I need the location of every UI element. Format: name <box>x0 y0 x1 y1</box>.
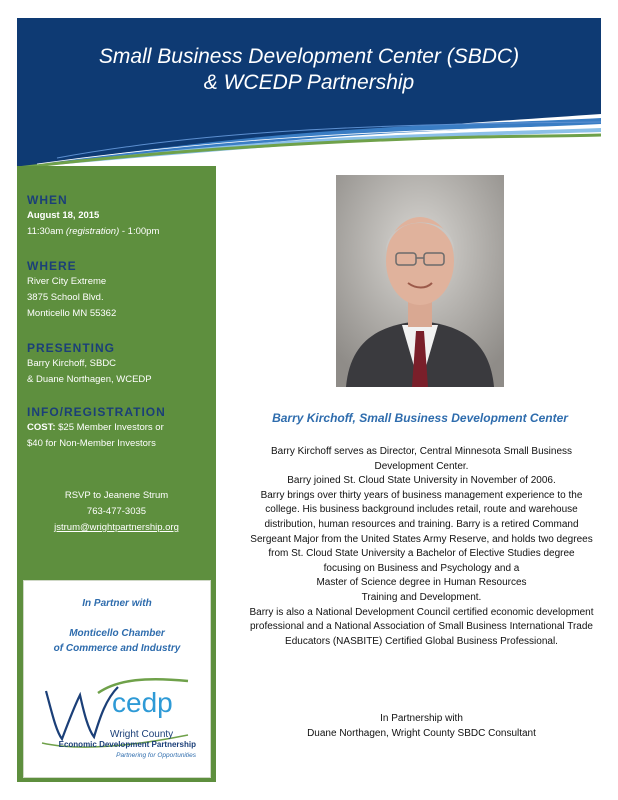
rsvp-block <box>17 488 216 536</box>
presenter-1: Barry Kirchoff, SBDC <box>27 358 117 369</box>
rsvp-email-link[interactable]: jstrum@wrightpartnership.org <box>54 522 179 533</box>
presenting-section <box>27 340 152 388</box>
where-section <box>27 258 116 322</box>
presenter-bio <box>249 445 594 649</box>
flyer-page <box>17 18 601 782</box>
bio-paragraph: Barry brings over thirty years of business management experience to the college. His business background includes retail, route and warehouse distribution, human resources and training. Barry is a retired Command Sergeant Major from the United States Army Reserve, and holds two degrees from St. Cloud State University a Bachelor of Elective Studies degree focusing on Business and Psychology and a <box>250 489 593 574</box>
bio-paragraph: Barry is also a National Development Council certified economic development professional and a National Association of Small Business International Trade Educators (NASBITE) Certified Global Business Professional. <box>249 606 594 647</box>
rsvp-contact: RSVP to Jeanene Strum <box>64 490 169 501</box>
header-title-line1: Small Business Development Center (SBDC) <box>98 45 520 68</box>
logo-org-name: Economic Development Partnership <box>58 740 196 749</box>
partner-intro: In Partner with <box>82 598 152 609</box>
partner-box <box>23 580 211 778</box>
header-title <box>17 44 601 96</box>
rsvp-phone: 763-477-3035 <box>86 506 147 517</box>
event-time: 11:30am (registration) - 1:00pm <box>27 226 160 237</box>
bio-paragraph: Training and Development. <box>361 591 482 603</box>
cost-line2: $40 for Non-Member Investors <box>27 438 156 449</box>
portrait-image <box>336 175 504 387</box>
presenter-photo <box>336 175 504 387</box>
header-banner <box>17 18 601 168</box>
info-section <box>27 404 166 452</box>
when-heading: WHEN <box>27 193 68 207</box>
partner-org-line1: Monticello Chamber <box>69 628 165 639</box>
sidebar <box>17 166 216 782</box>
when-section <box>27 192 159 240</box>
partner-org-line2: of Commerce and Industry <box>53 643 181 654</box>
footer-partnership <box>249 711 594 741</box>
logo-mark-text: cedp <box>112 687 173 718</box>
venue-street: 3875 School Blvd. <box>27 292 104 303</box>
footer-line1: In Partnership with <box>380 713 463 724</box>
where-heading: WHERE <box>27 259 77 273</box>
venue-city: Monticello MN 55362 <box>27 308 117 319</box>
cost-line1: COST: $25 Member Investors or <box>27 422 164 433</box>
logo-county: Wright County <box>110 729 174 740</box>
presenter-2: & Duane Northagen, WCEDP <box>27 374 152 385</box>
venue-name: River City Extreme <box>27 276 107 287</box>
event-date: August 18, 2015 <box>27 210 100 221</box>
bio-paragraph: Barry Kirchoff serves as Director, Central Minnesota Small Business Development Center. <box>270 446 573 472</box>
info-heading: INFO/REGISTRATION <box>27 405 166 419</box>
presenting-heading: PRESENTING <box>27 341 116 355</box>
logo-tagline: Partnering for Opportunities <box>116 752 196 759</box>
wcedp-logo <box>38 673 198 768</box>
header-title-line2: & WCEDP Partnership <box>203 71 415 94</box>
bio-paragraph: Barry joined St. Cloud State University in November of 2006. <box>287 475 556 487</box>
presenter-subtitle: Barry Kirchoff, Small Business Development Center <box>272 411 568 425</box>
footer-line2: Duane Northagen, Wright County SBDC Consultant <box>307 728 536 739</box>
bio-paragraph: Master of Science degree in Human Resources <box>316 577 527 589</box>
